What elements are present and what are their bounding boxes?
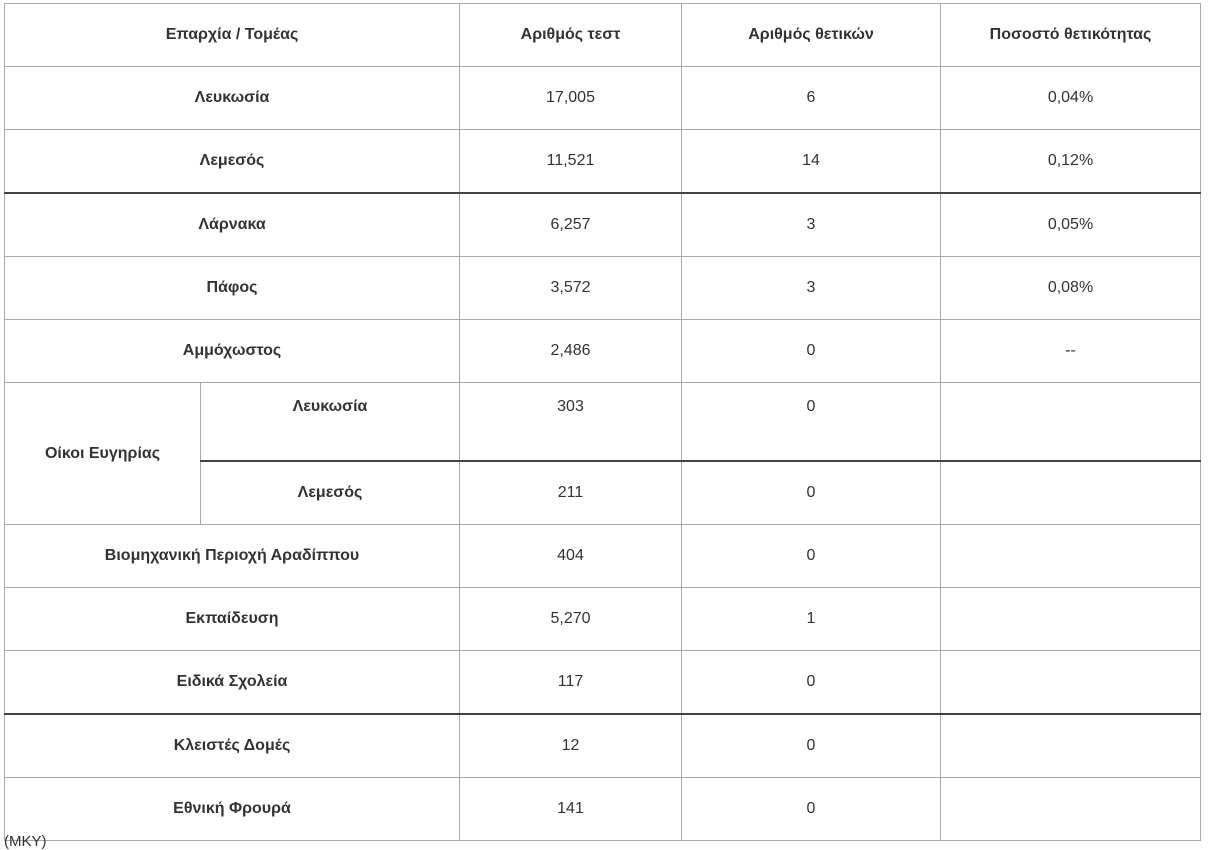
table-row (5, 714, 1201, 778)
care-homes-sub-region: Λεμεσός (201, 461, 460, 525)
row-region: Αμμόχωστος (5, 320, 460, 383)
testing-statistics-table (4, 3, 1201, 841)
row-rate (941, 651, 1201, 715)
table-row (5, 257, 1201, 320)
row-region: Λάρνακα (5, 193, 460, 257)
table-row (5, 383, 1201, 462)
row-rate (941, 588, 1201, 651)
row-region: Κλειστές Δομές (5, 714, 460, 778)
row-tests: 11,521 (460, 130, 682, 194)
table-row (5, 651, 1201, 715)
row-region: Λεμεσός (5, 130, 460, 194)
table-row (5, 778, 1201, 841)
row-positives: 1 (682, 588, 941, 651)
row-region: Βιομηχανική Περιοχή Αραδίππου (5, 525, 460, 588)
row-region: Λευκωσία (5, 67, 460, 130)
row-positives: 0 (682, 525, 941, 588)
table-row (5, 67, 1201, 130)
source-note: (ΜΚΥ) (4, 833, 47, 850)
row-positives: 0 (682, 778, 941, 841)
row-tests: 211 (460, 461, 682, 525)
row-rate (941, 461, 1201, 525)
header-region: Επαρχία / Τομέας (5, 4, 460, 67)
care-homes-sub-region: Λευκωσία (201, 383, 460, 462)
table-row (5, 130, 1201, 194)
row-tests: 303 (460, 383, 682, 462)
row-region: Εκπαίδευση (5, 588, 460, 651)
row-region: Ειδικά Σχολεία (5, 651, 460, 715)
table-row (5, 193, 1201, 257)
table-row (5, 588, 1201, 651)
row-tests: 12 (460, 714, 682, 778)
row-positives: 0 (682, 651, 941, 715)
row-tests: 17,005 (460, 67, 682, 130)
row-region: Εθνική Φρουρά (5, 778, 460, 841)
header-row (5, 4, 1201, 67)
row-region: Πάφος (5, 257, 460, 320)
row-rate: 0,05% (941, 193, 1201, 257)
row-tests: 141 (460, 778, 682, 841)
header-positives: Αριθμός θετικών (682, 4, 941, 67)
row-rate: 0,12% (941, 130, 1201, 194)
care-homes-label: Οίκοι Ευγηρίας (5, 383, 201, 525)
row-rate: 0,08% (941, 257, 1201, 320)
row-positives: 3 (682, 193, 941, 257)
row-positives: 6 (682, 67, 941, 130)
row-tests: 6,257 (460, 193, 682, 257)
row-positives: 0 (682, 714, 941, 778)
row-rate (941, 778, 1201, 841)
row-rate: 0,04% (941, 67, 1201, 130)
row-tests: 117 (460, 651, 682, 715)
row-positives: 0 (682, 461, 941, 525)
header-rate: Ποσοστό θετικότητας (941, 4, 1201, 67)
row-positives: 0 (682, 320, 941, 383)
table-row (5, 525, 1201, 588)
row-rate (941, 525, 1201, 588)
row-positives: 14 (682, 130, 941, 194)
row-rate: -- (941, 320, 1201, 383)
row-positives: 0 (682, 383, 941, 462)
row-tests: 5,270 (460, 588, 682, 651)
row-tests: 404 (460, 525, 682, 588)
row-rate (941, 714, 1201, 778)
row-positives: 3 (682, 257, 941, 320)
row-rate (941, 383, 1201, 462)
header-tests: Αριθμός τεστ (460, 4, 682, 67)
table-row (5, 320, 1201, 383)
row-tests: 3,572 (460, 257, 682, 320)
row-tests: 2,486 (460, 320, 682, 383)
